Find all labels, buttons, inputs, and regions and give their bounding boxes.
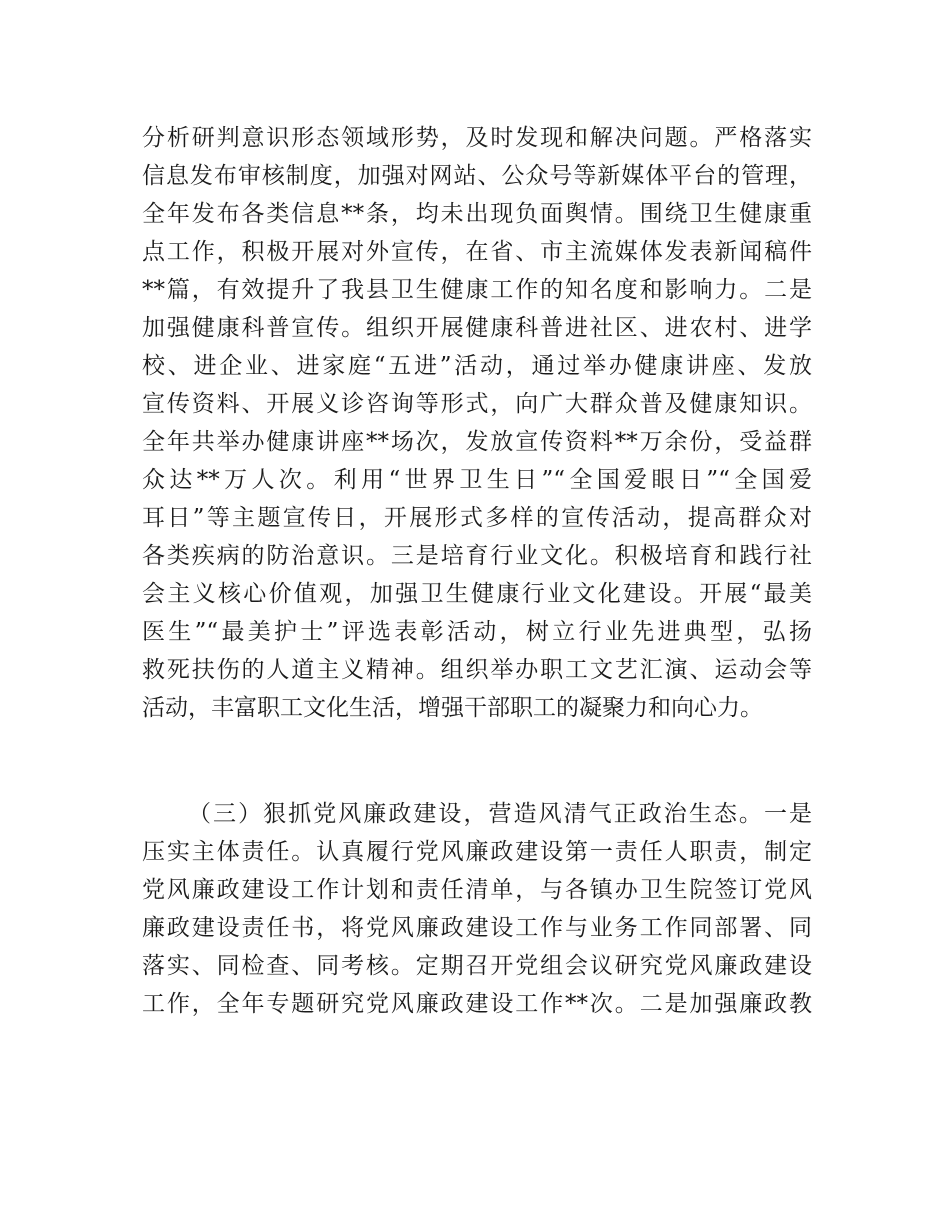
text-line: 救死扶伤的人道主义精神。组织举办职工文艺汇演、运动会等 [142,657,812,683]
text-line: 点工作，积极开展对外宣传，在省、市主流媒体发表新闻稿件 [142,239,812,265]
text-line: 加强健康科普宣传。组织开展健康科普进社区、进农村、进学 [142,315,812,341]
text-line: 医生”“最美护士”评选表彰活动，树立行业先进典型，弘扬 [142,619,812,645]
paragraph-publicity [142,119,812,727]
text-line: 廉政建设责任书，将党风廉政建设工作与业务工作同部署、同 [142,915,812,941]
text-line: 落实、同检查、同考核。定期召开党组会议研究党风廉政建设 [142,953,812,979]
text-line: 宣传资料、开展义诊咨询等形式，向广大群众普及健康知识。 [142,391,812,417]
section-heading-line: （三）狠抓党风廉政建设，营造风清气正政治生态。一是 [188,801,812,827]
text-line: 党风廉政建设工作计划和责任清单，与各镇办卫生院签订党风 [142,877,812,903]
text-line: 全年发布各类信息**条，均未出现负面舆情。围绕卫生健康重 [142,201,812,227]
text-line: 活动，丰富职工文化生活，增强干部职工的凝聚力和向心力。 [142,695,763,721]
text-line: 工作，全年专题研究党风廉政建设工作**次。二是加强廉政教 [142,991,812,1017]
text-line: 耳日”等主题宣传日，开展形式多样的宣传活动，提高群众对 [142,505,812,531]
text-line: 会主义核心价值观，加强卫生健康行业文化建设。开展“最美 [142,581,812,607]
text-line: 全年共举办健康讲座**场次，发放宣传资料**万余份，受益群 [142,429,812,455]
text-line: 众达**万人次。利用“世界卫生日”“全国爱眼日”“全国爱 [142,467,812,493]
text-line: 分析研判意识形态领域形势，及时发现和解决问题。严格落实 [142,125,812,151]
text-line: 信息发布审核制度，加强对网站、公众号等新媒体平台的管理， [142,163,812,189]
text-line: 压实主体责任。认真履行党风廉政建设第一责任人职责，制定 [142,839,812,865]
text-line: 各类疾病的防治意识。三是培育行业文化。积极培育和践行社 [142,543,812,569]
text-line: 校、进企业、进家庭“五进”活动，通过举办健康讲座、发放 [142,353,812,379]
paragraph-integrity [142,795,812,1023]
text-line: **篇，有效提升了我县卫生健康工作的知名度和影响力。二是 [142,277,812,303]
